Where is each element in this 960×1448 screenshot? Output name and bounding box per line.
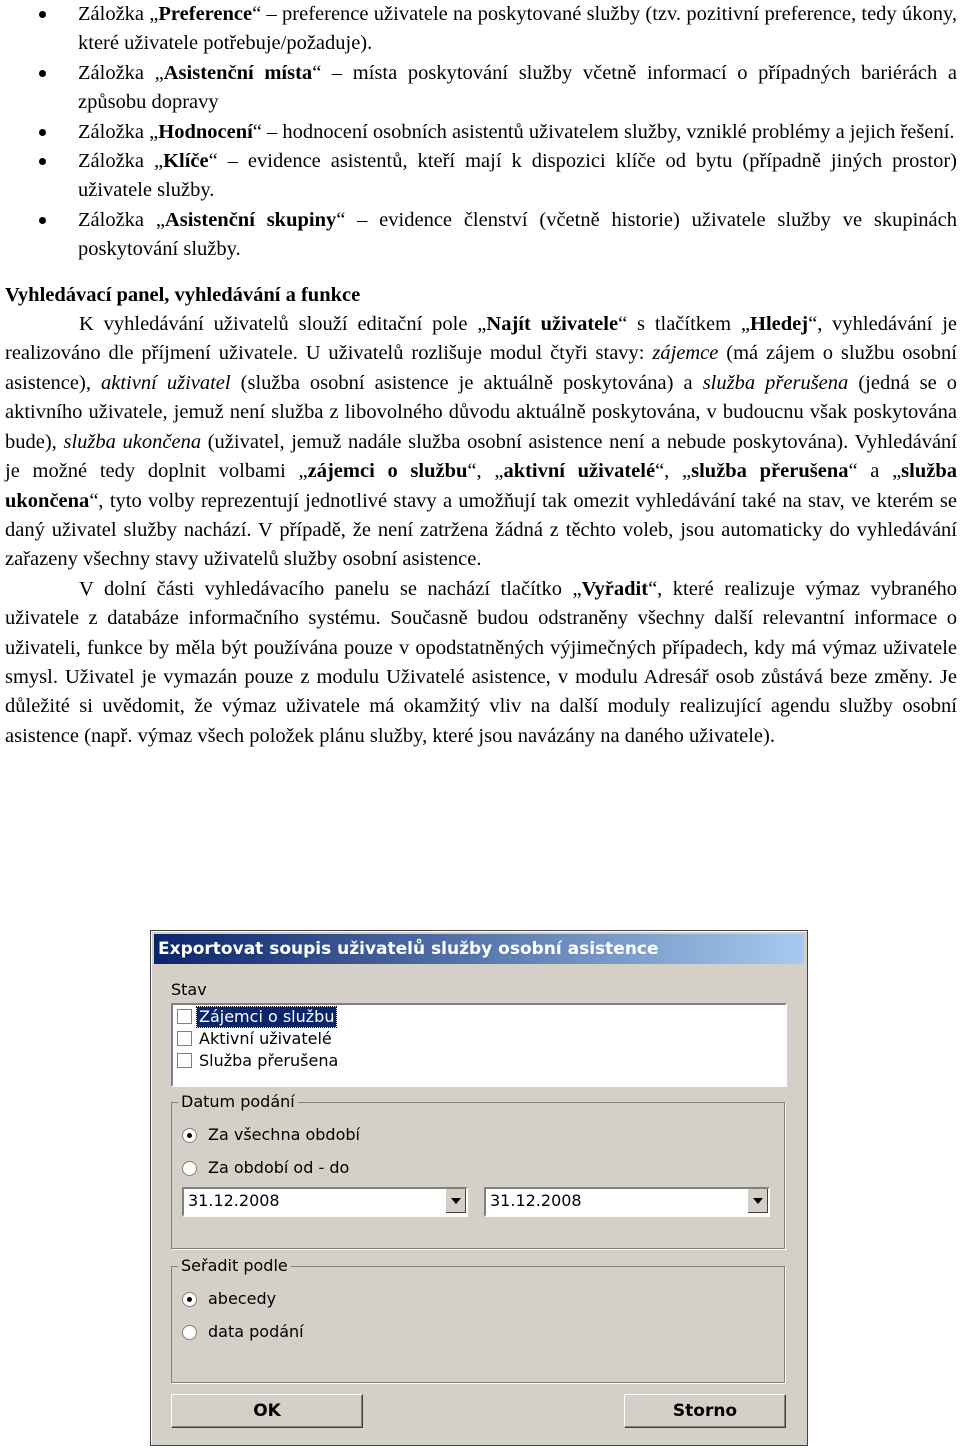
datum-podani-group: Datum podání Za všechna období Za období od - do 31.12.2008 31.12.2008 [171,1102,785,1249]
list-item: Záložka „Asistenční místa“ – místa poskytování služby včetně informací o případných bariérách a způsobu dopravy [5,59,957,118]
checkbox[interactable] [177,1009,192,1024]
seradit-podle-label: Seřadit podle [178,1256,291,1275]
section-heading: Vyhledávací panel, vyhledávání a funkce [5,283,361,306]
list-item: Záložka „Preference“ – preference uživatele na poskytované služby (tzv. pozitivní preference, tedy úkony, které uživatele potřebuje/požaduje). [5,0,957,59]
bullet-icon [39,70,46,77]
seradit-podle-group: Seřadit podle abecedy data podání [171,1266,785,1383]
bullet-icon [39,217,46,224]
chevron-down-icon[interactable] [445,1189,466,1213]
tab-description-list [5,0,957,265]
ok-button[interactable]: OK [171,1394,363,1428]
radio-button[interactable] [182,1292,197,1307]
radio-button[interactable] [182,1128,197,1143]
stav-checklist[interactable]: Zájemci o službu Aktivní uživatelé Služba přerušena [171,1003,787,1087]
bullet-icon [39,129,46,136]
date-from-select[interactable]: 31.12.2008 [182,1187,468,1217]
checkbox[interactable] [177,1031,192,1046]
radio-button[interactable] [182,1325,197,1340]
cancel-button[interactable]: Storno [624,1394,786,1428]
export-dialog [150,930,808,1446]
paragraph-remove: V dolní části vyhledávacího panelu se nachází tlačítko „Vyřadit“, které realizuje výmaz vybraného uživatele z databáze informačního systému. Současně budou odstraněny všechny další relevantní informace o uživateli, funkce by měla být používána pouze v opodstatněných výjimečných případech, kdy má výmaz uživatele smysl. Uživatel je vymazán pouze z modulu Uživatelé asistence, v modulu Adresář osob zůstává beze změny. Je důležité si uvědomit, že výmaz uživatele má okamžitý vliv na další moduly realizující agendu služby osobní asistence (např. výmaz všech položek plánu služby, které jsou navázány na daného uživatele). [5,577,957,747]
stav-label: Stav [171,980,207,999]
paragraph-search: K vyhledávání uživatelů slouží editační pole „Najít uživatele“ s tlačítkem „Hledej“, vyhledávání je realizováno dle příjmení uživatele. U uživatelů rozlišuje modul čtyři stavy: zájemce (má zájem o službu osobní asistence), aktivní uživatel (služba osobní asistence je aktuálně poskytována) a služba přerušena (jedná se o aktivního uživatele, jemuž není služba z libovolného důvodu aktuálně poskytována, v budoucnu však poskytována bude), služba ukončena (uživatel, jemuž nadále služba osobní asistence není a nebude poskytována). Vyhledávání je možné tedy doplnit volbami „zájemci o službu“, „aktivní uživatelé“, „služba přerušena“ a „služba ukončena“, tyto volby reprezentují jednotlivé stavy a umožňují tak omezit vyhledávání také na stav, ve kterém se daný uživatel služby nachází. V případě, že není zatržena žádná z těchto voleb, jsou automaticky do vyhledávání zařazeny všechny stavy uživatelů služby osobní asistence. [5,313,957,571]
checkbox[interactable] [177,1053,192,1068]
bullet-icon [39,158,46,165]
list-item: Záložka „Klíče“ – evidence asistentů, kteří mají k dispozici klíče od bytu (případně jiných prostor) uživatele služby. [5,147,957,206]
list-item: Záložka „Asistenční skupiny“ – evidence členství (včetně historie) uživatele služby ve skupinách poskytování služby. [5,206,957,265]
radio-button[interactable] [182,1161,197,1176]
chevron-down-icon[interactable] [747,1189,768,1213]
date-to-select[interactable]: 31.12.2008 [484,1187,770,1217]
datum-podani-label: Datum podání [178,1092,298,1111]
dialog-title: Exportovat soupis uživatelů služby osobní asistence [154,934,804,964]
bullet-icon [39,11,46,18]
document-body [5,0,957,751]
list-item: Záložka „Hodnocení“ – hodnocení osobních asistentů uživatelem služby, vzniklé problémy a jejich řešení. [5,118,957,147]
